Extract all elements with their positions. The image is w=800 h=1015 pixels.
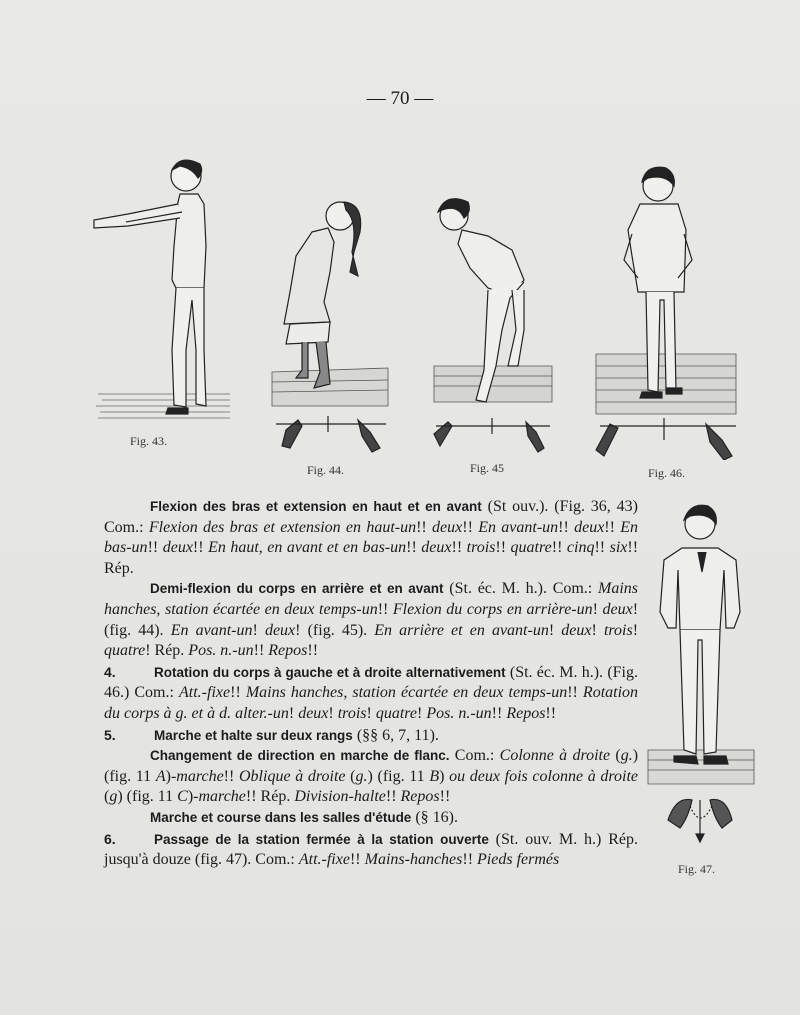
body-paragraph [104, 662, 638, 725]
body-text-run: )- [165, 767, 177, 785]
body-text-run: !! [349, 851, 365, 869]
figure-47-label: Fig. 47. [678, 862, 716, 876]
command-text: Flexion du corps en arrière-un [392, 600, 593, 618]
command-text: g [109, 788, 118, 806]
body-text-run: ) (fig. 11 [367, 767, 430, 785]
command-text: En haut, en avant et en bas-un [208, 539, 407, 557]
command-text: Pos. n.-un [426, 704, 492, 722]
command-text: Att.-fixe [179, 684, 231, 702]
body-text-run: (§ 16). [411, 808, 458, 826]
section-number: 6. [104, 830, 116, 847]
command-text: marche [198, 788, 246, 806]
body-paragraph [104, 746, 638, 808]
body-text-run: ! Rép. [145, 642, 189, 660]
body-text-run: !! [385, 788, 401, 806]
command-text: deux [298, 704, 329, 722]
body-text-run: !! Rép. [245, 788, 295, 806]
section-heading: Changement de direction en marche de flanc. [150, 748, 450, 764]
command-text: g. [355, 767, 368, 785]
command-text: quatre [510, 539, 552, 557]
body-text-run: ! (fig. 44). [104, 600, 639, 639]
command-text: deux [162, 539, 193, 557]
command-text: deux [602, 600, 633, 618]
body-text-run: (St. ouv. M. h.) Rép. jusqu'à douze (fig. 47). Com.: [104, 830, 638, 869]
body-text-run: ! [417, 704, 427, 722]
body-text-run: ! [592, 600, 603, 618]
body-text-run: (St. éc. M. h.). Com.: [443, 580, 598, 598]
body-text-run: !! [192, 539, 209, 557]
body-text-run: !! [491, 704, 507, 722]
command-text: deux [432, 518, 463, 536]
command-text: deux [421, 539, 452, 557]
figure-45-illustration [428, 190, 558, 460]
figure-43-illustration [88, 150, 238, 430]
command-text: En avant-un [478, 518, 559, 536]
body-text-run: ) (fig. 11 [104, 747, 639, 785]
body-text-run: !! [147, 539, 163, 557]
body-text-run: (§§ 6, 7, 11). [352, 726, 439, 744]
command-text: Repos [400, 788, 440, 806]
body-text-run: !! [406, 539, 422, 557]
command-text: quatre [375, 704, 417, 722]
command-text: En arrière et en avant-un [374, 621, 549, 639]
command-text: trois [603, 621, 633, 639]
body-text-run: !! [545, 704, 557, 722]
body-text-run: ( [104, 788, 110, 806]
command-text: A [155, 767, 166, 785]
body-text-run: ! [328, 704, 338, 722]
command-text: Mains-hanches [364, 851, 463, 869]
body-text-run: !! [230, 684, 246, 702]
command-text: ou deux fois colonne à droite [449, 767, 639, 785]
body-paragraph [104, 725, 638, 747]
page-number: — 70 — [366, 88, 434, 109]
command-text: Mains hanches, station écartée en deux temps-un [104, 580, 638, 618]
body-text-run: !! [558, 518, 575, 536]
body-text-run: !! [253, 642, 269, 660]
body-text-run: )- [187, 788, 199, 806]
body-text-run: ! [591, 621, 604, 639]
body-text-run: ! (fig. 45). [295, 621, 375, 639]
command-text: B [429, 767, 440, 785]
body-text-run: !! [416, 518, 433, 536]
body-text-run: !! [377, 600, 393, 618]
body-text-run: ! [252, 621, 265, 639]
body-text-run: (St. éc. M. h.). (Fig. 46.) Com.: [104, 663, 638, 702]
body-text-run: Com.: [449, 747, 500, 765]
body-text-run: !! [223, 767, 239, 785]
body-text-run: !! [551, 539, 567, 557]
command-text: Mains hanches, station écartée en deux temps-un [245, 684, 568, 702]
command-text: six [609, 539, 628, 557]
body-text-run: !! [495, 539, 511, 557]
section-heading: Passage de la station fermée à la station ouverte [154, 831, 489, 847]
body-text-run: ( [610, 747, 621, 765]
command-text: Repos [506, 704, 546, 722]
command-text: Colonne à droite [499, 747, 611, 765]
command-text: trois [466, 539, 496, 557]
body-paragraph [104, 829, 638, 871]
body-text-run: !! [307, 642, 319, 660]
body-text-run: ( [345, 767, 356, 785]
section-heading: Marche et halte sur deux rangs [154, 727, 353, 743]
command-text: cinq [566, 539, 595, 557]
body-text-run: ! [288, 704, 299, 722]
section-heading: Demi-flexion du corps en arrière et en avant [150, 581, 444, 597]
figure-46-label: Fig. 46. [648, 466, 686, 480]
figure-43-label: Fig. 43. [130, 434, 168, 448]
command-text: Pos. n.-un [188, 642, 254, 660]
figure-44-label: Fig. 44. [307, 463, 345, 477]
command-text: deux [561, 621, 592, 639]
body-text-run: ) (fig. 11 [117, 788, 178, 806]
command-text: quatre [104, 642, 146, 660]
command-text: En avant-un [170, 621, 253, 639]
body-text-run: !! Rép. [104, 539, 639, 577]
figure-47-illustration [646, 500, 756, 856]
section-heading: Marche et course dans les salles d'étude [150, 809, 412, 825]
section-heading: Flexion des bras et extension en haut et en avant [150, 499, 482, 514]
command-text: Pieds fermés [477, 851, 560, 869]
section-heading: Rotation du corps à gauche et à droite alternativement [154, 664, 506, 680]
body-text-run: ) [439, 767, 450, 785]
body-text-run: !! [462, 518, 479, 536]
body-text-run: !! [451, 539, 467, 557]
body-text-run: !! [439, 788, 451, 806]
body-text-run: !! [567, 684, 583, 702]
command-text: deux [264, 621, 296, 639]
figure-46-illustration [590, 160, 742, 460]
command-text: g. [620, 747, 633, 765]
command-text: Flexion des bras et extension en haut-un [148, 518, 417, 536]
body-text-run: ! [366, 704, 376, 722]
body-text-run: ! [632, 621, 639, 639]
figure-44-illustration [268, 192, 393, 460]
body-text-run: !! [594, 539, 610, 557]
command-text: trois [337, 704, 367, 722]
body-text [104, 497, 638, 871]
section-number: 5. [104, 726, 116, 743]
command-text: Rotation du corps à g. et à d. alter.-un [104, 684, 639, 722]
body-paragraph [104, 808, 638, 829]
command-text: Att.-fixe [298, 851, 350, 869]
command-text: Repos [268, 642, 308, 660]
body-text-run: ! [548, 621, 562, 639]
command-text: Division-halte [294, 788, 386, 806]
body-text-run: !! [462, 851, 478, 869]
body-paragraph [104, 497, 638, 579]
body-text-run: !! [604, 518, 621, 536]
section-number: 4. [104, 663, 116, 680]
command-text: marche [176, 767, 224, 785]
figure-45-label: Fig. 45 [470, 461, 505, 475]
command-text: Oblique à droite [239, 767, 346, 785]
command-text: En bas-un [104, 518, 639, 557]
command-text: C [177, 788, 188, 806]
command-text: deux [574, 518, 605, 536]
body-text-run: (St ouv.). (Fig. 36, 43) Com.: [104, 498, 638, 536]
body-paragraph [104, 579, 638, 661]
